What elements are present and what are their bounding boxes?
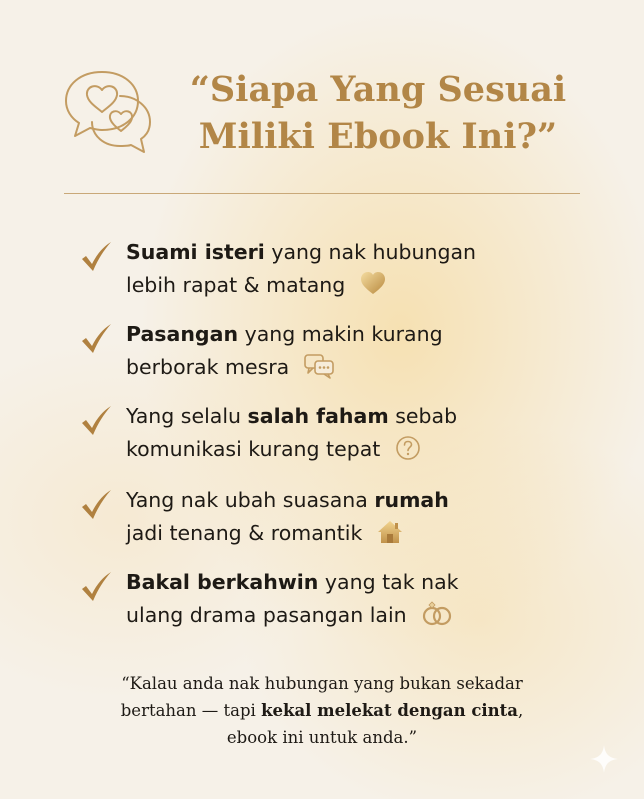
house-icon bbox=[377, 519, 403, 545]
item-line1-pre: Yang selalu bbox=[126, 404, 248, 428]
page-title bbox=[168, 66, 588, 160]
sparkle-icon bbox=[589, 744, 619, 774]
item-line2: berborak mesra bbox=[126, 355, 290, 379]
quote-line-2-post: , bbox=[517, 701, 524, 720]
item-highlight: Bakal berkahwin bbox=[126, 570, 319, 594]
quote-line-3: ebook ini untuk anda.” bbox=[226, 728, 418, 747]
checkmark-icon bbox=[80, 241, 112, 273]
checkmark-icon bbox=[80, 405, 112, 437]
title-line-1: “Siapa Yang Sesuai bbox=[189, 69, 567, 110]
item-line2: jadi tenang & romantik bbox=[126, 521, 363, 545]
list-item-text bbox=[126, 318, 556, 384]
hearts-speech-bubbles-icon bbox=[62, 66, 154, 158]
list-item-text bbox=[126, 566, 556, 632]
chat-bubble-icon bbox=[304, 353, 334, 379]
item-line1-rest: yang nak hubungan bbox=[264, 240, 477, 264]
rings-icon bbox=[421, 601, 453, 627]
list-item-text bbox=[126, 236, 556, 302]
item-line1-rest: yang makin kurang bbox=[238, 322, 443, 346]
checkmark-icon bbox=[80, 323, 112, 355]
item-line2: ulang drama pasangan lain bbox=[126, 603, 407, 627]
checkmark-icon bbox=[80, 489, 112, 521]
checkmark-icon bbox=[80, 571, 112, 603]
list-item-text bbox=[126, 484, 556, 550]
closing-quote bbox=[60, 670, 584, 751]
item-line1-rest: yang tak nak bbox=[318, 570, 459, 594]
item-highlight: Pasangan bbox=[126, 322, 239, 346]
quote-line-2-pre: bertahan — tapi bbox=[120, 701, 262, 720]
golden-heart-icon bbox=[360, 271, 386, 297]
quote-line-1: “Kalau anda nak hubungan yang bukan sekadar bbox=[121, 674, 523, 693]
title-divider bbox=[64, 193, 580, 194]
item-line1-rest: sebab bbox=[388, 404, 458, 428]
item-line2: komunikasi kurang tepat bbox=[126, 437, 381, 461]
question-circle-icon bbox=[395, 435, 421, 461]
item-line1-pre: Yang nak ubah suasana bbox=[126, 488, 375, 512]
item-highlight: rumah bbox=[374, 488, 449, 512]
quote-highlight: kekal melekat dengan cinta bbox=[261, 701, 518, 720]
title-line-2: Miliki Ebook Ini?” bbox=[198, 116, 558, 157]
item-highlight: Suami isteri bbox=[126, 240, 265, 264]
list-item-text bbox=[126, 400, 556, 466]
item-line2: lebih rapat & matang bbox=[126, 273, 346, 297]
item-highlight: salah faham bbox=[247, 404, 389, 428]
